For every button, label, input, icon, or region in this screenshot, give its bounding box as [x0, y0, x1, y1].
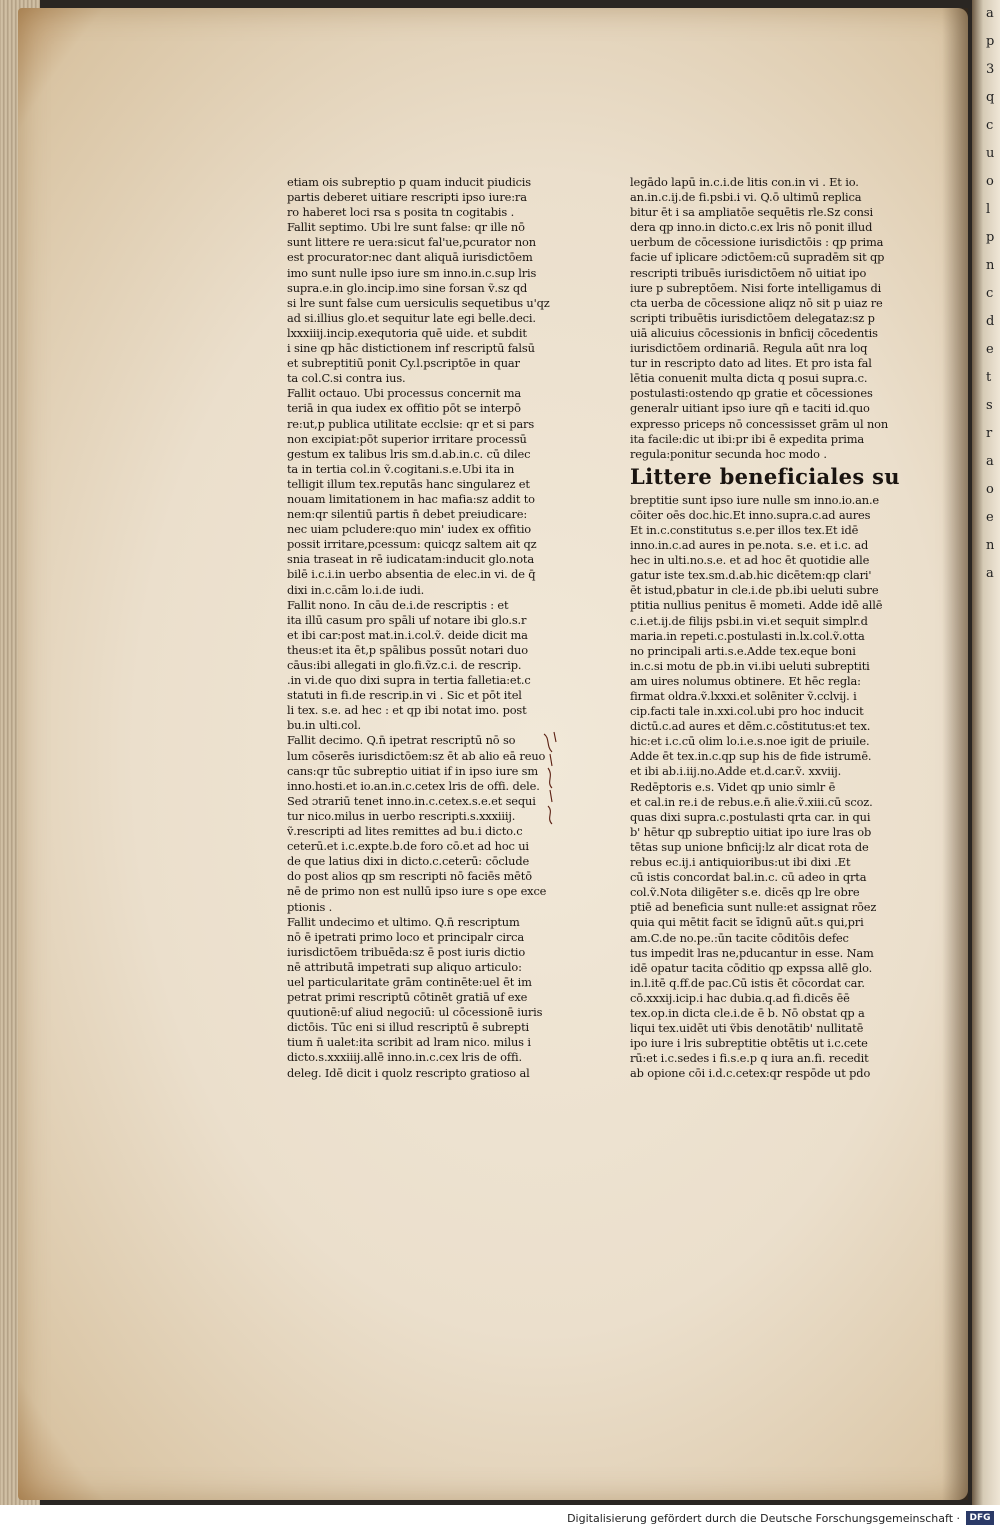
- text-line: lxxxiiij.incip.exequtoria quē uide. et subdit: [287, 325, 527, 340]
- text-line: am uires nolumus obtinere. Et hēc regla:: [630, 673, 861, 688]
- text-line: gestum ex talibus lris sm.d.ab.in.c. cū dilec: [287, 446, 531, 461]
- text-line: possit irritare,pcessum: quicqz saltem ait qz: [287, 537, 537, 552]
- text-line: liqui tex.uidēt uti ṽbis denotātib' nullitatē: [630, 1021, 864, 1036]
- left-text-column: [287, 175, 550, 1080]
- text-line: tium n̄ ualet:ita scribit ad lram nico. milus i: [287, 1035, 531, 1050]
- text-line: am.C.de no.pe.:ūn tacite cōditōis defec: [630, 930, 849, 945]
- adjacent-page-edge: [972, 0, 1000, 1505]
- text-line: deleg. Idē dicit i quolz rescripto gratioso al: [287, 1065, 530, 1080]
- text-line: dixi in.c.cām lo.i.de iudi.: [287, 582, 425, 597]
- text-line: de que latius dixi in dicto.c.ceterū: cōclude: [287, 854, 530, 869]
- text-line: imo sunt nulle ipso iure sm inno.in.c.sup lris: [287, 265, 537, 280]
- adjacent-page-glyph: e: [986, 342, 994, 357]
- adjacent-page-glyph: o: [986, 174, 994, 189]
- text-line: et subreptitiū ponit Cy.l.pscriptōe in quar: [287, 356, 520, 371]
- text-line: gatur iste tex.sm.d.ab.hic dicētem:qp clari': [630, 568, 872, 583]
- text-line: tex.op.in dicta cle.i.de ē b. Nō obstat qp a: [630, 1005, 865, 1020]
- text-line: col.ṽ.Nota diligēter s.e. dicēs qp lre obre: [630, 885, 860, 900]
- adjacent-page-glyph: a: [986, 454, 994, 469]
- gutter-shadow: [942, 8, 968, 1500]
- text-line: ad si.illius glo.et sequitur late egi belle.deci.: [287, 310, 536, 325]
- adjacent-page-glyph: 3: [986, 62, 995, 77]
- text-line: inno.in.c.ad aures in pe.nota. s.e. et i.c. ad: [630, 538, 869, 553]
- text-line: uel particularitate grām continēte:uel ēt im: [287, 974, 532, 989]
- text-line: dicto.s.xxxiiij.allē inno.in.c.cex lris de offi.: [287, 1050, 522, 1065]
- text-line: non excipiat:pōt superior irritare processū: [287, 431, 527, 446]
- text-line: breptitie sunt ipso iure nulle sm inno.io.an.e: [630, 492, 880, 507]
- adjacent-page-glyph: a: [986, 566, 994, 581]
- text-line: iurisdictōem ordinariā. Regula aūt nra loq: [630, 341, 868, 356]
- text-line: Adde ēt tex.in.c.qp sup his de fide istrumē.: [630, 749, 872, 764]
- text-line: expresso priceps nō concessisset grām ul non: [630, 416, 889, 431]
- text-line: uiā alicuius cōcessionis in bnficij cōcedentis: [630, 325, 878, 340]
- adjacent-page-glyph: u: [986, 146, 995, 161]
- text-line: ptiē ad beneficia sunt nulle:et assignat rōez: [630, 900, 877, 915]
- text-line: do post alios qp sm rescripti nō faciēs mētō: [287, 869, 532, 884]
- text-line: no principali arti.s.e.Adde tex.eque boni: [630, 643, 856, 658]
- handwritten-margin-mark: [540, 728, 562, 828]
- text-line: bu.in ulti.col.: [287, 718, 361, 733]
- text-line: generalr uitiant ipso iure qn̄ e taciti id.quo: [630, 401, 870, 416]
- text-line: sunt littere re uera:sicut fal'ue,pcurator non: [287, 235, 536, 250]
- text-line: et cal.in re.i de rebus.e.n̄ alie.ṽ.xiii.cū scoz.: [630, 794, 873, 809]
- text-line: .in vi.de quo dixi supra in tertia falletia:et.c: [287, 673, 531, 688]
- text-line: telligit illum tex.reputās hanc singularez et: [287, 476, 530, 491]
- text-line: quutionē:uf aliud negociū: ul cōcessionē iuris: [287, 1005, 543, 1020]
- text-line: rescripti tribuēs iurisdictōem nō uitiat ipo: [630, 265, 867, 280]
- text-line: ita facile:dic ut ibi:pr ibi ē expedita prima: [630, 431, 865, 446]
- text-line: theus:et ita ēt,p spālibus possūt notari duo: [287, 642, 528, 657]
- text-line: nē de primo non est nullū ipso iure s ope exce: [287, 884, 547, 899]
- text-line: tus impedit lras ne,pducantur in esse. Nam: [630, 945, 874, 960]
- text-line: cōiter oēs doc.hic.Et inno.supra.c.ad aures: [630, 507, 871, 522]
- text-line: quas dixi supra.c.postulasti qrta car. in qui: [630, 809, 871, 824]
- text-line: Sed ɔtrariū tenet inno.in.c.cetex.s.e.et sequi: [287, 793, 536, 808]
- text-line: b' hētur qp subreptio uitiat ipo iure lras ob: [630, 824, 872, 839]
- text-line: etiam ois subreptio p quam inducit piudicis: [287, 175, 531, 189]
- text-line: et ibi ab.i.iij.no.Adde et.d.car.ṽ. xxviij.: [630, 764, 842, 779]
- text-line: cū istis concordat bal.in.c. cū adeo in qrta: [630, 870, 867, 885]
- adjacent-page-glyph: l: [986, 202, 991, 217]
- adjacent-page-glyph: r: [986, 426, 993, 441]
- adjacent-page-glyph: a: [986, 6, 994, 21]
- text-line: Fallit septimo. Ubi lre sunt false: qr ille nō: [287, 220, 525, 235]
- text-line: firmat oldra.ṽ.lxxxi.et solēniter ṽ.cclvij. i: [630, 689, 857, 703]
- text-line: ro haberet loci rsa s posita tn cogitabis .: [287, 205, 515, 220]
- text-line: cans:qr tūc subreptio uitiat if in ipso iure sm: [287, 763, 539, 778]
- text-line: Fallit undecimo et ultimo. Q.n̄ rescriptum: [287, 914, 520, 929]
- text-line: iurisdictōem tribuēda:sz ē post iuris dictio: [287, 944, 526, 959]
- text-line: iure p subreptōem. Nisi forte intelligamus di: [630, 280, 882, 295]
- text-line: ta col.C.si contra ius.: [287, 371, 406, 386]
- text-line: dera qp inno.in dicto.c.ex lris nō ponit illud: [630, 220, 873, 235]
- adjacent-page-glyph: d: [986, 314, 995, 329]
- text-line: cāus:ibi allegati in glo.fi.ṽz.c.i. de rescrip.: [287, 658, 522, 672]
- text-line: i sine qp hāc distictionem inf rescriptū falsū: [287, 341, 535, 356]
- text-line: hec in ulti.no.s.e. et ad hoc ēt quotidie alle: [630, 553, 870, 568]
- text-line: hic:et i.c.cū olim lo.i.e.s.noe igit de priuile.: [630, 734, 870, 749]
- text-line: snia traseat in rē iudicatam:inducit glo.nota: [287, 552, 534, 567]
- text-line: ṽ.rescripti ad lites remittes ad bu.i dicto.c: [287, 824, 523, 839]
- text-line: petrat primi rescriptū cōtinēt gratiā uf exe: [287, 990, 528, 1005]
- text-line: li tex. s.e. ad hec : et qp ibi notat imo. post: [287, 703, 527, 718]
- text-line: regula:ponitur secunda hoc modo .: [630, 446, 827, 461]
- text-line: ceterū.et i.c.expte.b.de foro cō.et ad hoc ui: [287, 839, 529, 854]
- text-line: Fallit octauo. Ubi processus concernit ma: [287, 386, 522, 401]
- adjacent-page-glyph: n: [986, 538, 995, 553]
- adjacent-page-glyph: c: [986, 118, 994, 133]
- text-line: ipo iure i lris subreptitie obtētis ut i.c.cete: [630, 1036, 868, 1051]
- text-line: quia qui mētit facit se īdignū aūt.s qui,pri: [630, 915, 864, 930]
- text-line: cip.facti tale in.xxi.col.ubi pro hoc inducit: [630, 704, 864, 719]
- text-line: Fallit nono. In cāu de.i.de rescriptis : et: [287, 597, 509, 612]
- text-line: an.in.c.ij.de fi.psbi.i vi. Q.ō ultimū replica: [630, 190, 862, 205]
- text-line: in.c.si motu de pb.in vi.ibi ueluti subreptiti: [630, 658, 870, 673]
- text-line: ita illū casum pro spāli uf notare ibi glo.s.r: [287, 612, 527, 627]
- text-line: re:ut,p publica utilitate ecclsie: qr et si pars: [287, 416, 535, 431]
- text-line: teriā in qua iudex ex offitio pōt se interpō: [287, 401, 521, 416]
- text-line: inno.hosti.et io.an.in.c.cetex lris de offi. dele.: [287, 778, 540, 793]
- adjacent-page-glyph: o: [986, 482, 994, 497]
- text-line: supra.e.in glo.incip.imo sine forsan ṽ.sz qd: [287, 280, 528, 295]
- adjacent-page-glyph: c: [986, 286, 994, 301]
- adjacent-page-glyph: e: [986, 510, 994, 525]
- text-line: tētas sup unione bnficij:lz alr dicat rota de: [630, 839, 869, 854]
- text-line: ab opione cōi i.d.c.cetex:qr respōde ut pdo: [630, 1066, 871, 1081]
- text-line: rū:et i.c.sedes i fi.s.e.p q iura an.fi. recedit: [630, 1051, 869, 1066]
- adjacent-page-glyph: t: [986, 370, 992, 385]
- text-line: dictōis. Tūc eni si illud rescriptū ē subrepti: [287, 1020, 529, 1035]
- text-line: dictū.c.ad aures et dēm.c.cōstitutus:et tex.: [630, 719, 871, 734]
- text-line: ēt istud,pbatur in cle.i.de pb.ibi ueluti subre: [630, 583, 879, 598]
- text-line: tur nico.milus in uerbo rescripti.s.xxxiiij.: [287, 808, 516, 823]
- text-line: facie uf iplicare ɔdictōem:cū supradēm sit qp: [630, 250, 885, 265]
- adjacent-page-glyph: q: [986, 90, 995, 105]
- text-line: tur in rescripto dato ad lites. Et pro ista fal: [630, 356, 872, 371]
- footer-credit: Digitalisierung gefördert durch die Deutsche Forschungsgemeinschaft ·: [567, 1512, 960, 1525]
- text-line: scripti tribuētis iurisdictōem delegataz:sz p: [630, 310, 875, 325]
- text-line: ptionis .: [287, 899, 333, 914]
- text-line: bitur ēt i sa ampliatōe sequētis rle.Sz consi: [630, 205, 873, 220]
- text-line: rebus ec.ij.i antiquioribus:ut ibi dixi .Et: [630, 855, 851, 870]
- adjacent-page-glyph: n: [986, 258, 995, 273]
- text-line: lētia conuenit multa dicta q posui supra.c.: [630, 371, 868, 386]
- text-line: et ibi car:post mat.in.i.col.ṽ. deide dicit ma: [287, 627, 528, 642]
- adjacent-page-glyph: p: [986, 34, 995, 49]
- text-line: maria.in repeti.c.postulasti in.lx.col.ṽ.otta: [630, 628, 865, 643]
- dfg-logo: DFG: [966, 1511, 994, 1525]
- text-line: in.l.itē q.ff.de pac.Cū istis ēt cōcordat car.: [630, 975, 865, 990]
- right-text-column: [630, 175, 900, 1081]
- text-line: postulasti:ostendo qp gratie et cōcessiones: [630, 386, 873, 401]
- text-line: bilē i.c.i.in uerbo absentia de elec.in vi. de q̄: [287, 567, 536, 582]
- text-line: si lre sunt false cum uersiculis sequetibus u'qz: [287, 295, 550, 310]
- text-line: Et in.c.constitutus s.e.per illos tex.Et idē: [630, 522, 859, 537]
- footer-bar: [0, 1505, 1000, 1530]
- text-line: uerbum de cōcessione iurisdictōis : qp prima: [630, 235, 884, 250]
- adjacent-page-glyph: s: [986, 398, 993, 413]
- text-line: cta uerba de cōcessione aliqz nō sit p uiaz re: [630, 295, 883, 310]
- text-line: c.i.et.ij.de filijs psbi.in vi.et sequit simplr.d: [630, 613, 868, 628]
- text-line: nouam limitationem in hac mafia:sz addit to: [287, 491, 535, 506]
- text-line: legādo lapū in.c.i.de litis con.in vi . Et io.: [630, 175, 859, 189]
- text-line: nō ē ipetrati primo loco et principalr circa: [287, 929, 525, 944]
- text-line: partis deberet uitiare rescripti ipso iure:ra: [287, 190, 527, 205]
- text-line: Redēptoris e.s. Videt qp unio simlr ē: [630, 779, 836, 794]
- text-line: nec uiam pcludere:quo min' iudex ex offitio: [287, 522, 532, 537]
- text-line: idē opatur tacita cōditio qp expssa allē glo.: [630, 960, 873, 975]
- text-line: ta in tertia col.in ṽ.cogitani.s.e.Ubi ita in: [287, 461, 515, 476]
- section-heading: Littere beneficiales su: [630, 463, 900, 489]
- text-line: nē attributā impetrati sup aliquo articulo:: [287, 959, 522, 974]
- text-line: est procurator:nec dant aliquā iurisdictōem: [287, 250, 533, 265]
- text-line: statuti in fi.de rescrip.in vi . Sic et pōt itel: [287, 688, 522, 703]
- text-line: nem:qr silentiū partis n̄ debet preiudicare:: [287, 507, 528, 522]
- text-line: ptitia nullius penitus ē mometi. Adde idē allē: [630, 598, 883, 613]
- adjacent-page-glyph: p: [986, 230, 995, 245]
- text-line: cō.xxxij.icip.i hac dubia.q.ad fi.dicēs ēē: [630, 990, 850, 1005]
- text-line: Fallit decimo. Q.n̄ ipetrat rescriptū nō so: [287, 733, 516, 748]
- text-line: lum cōserēs iurisdictōem:sz ēt ab alio eā reuo: [287, 748, 546, 763]
